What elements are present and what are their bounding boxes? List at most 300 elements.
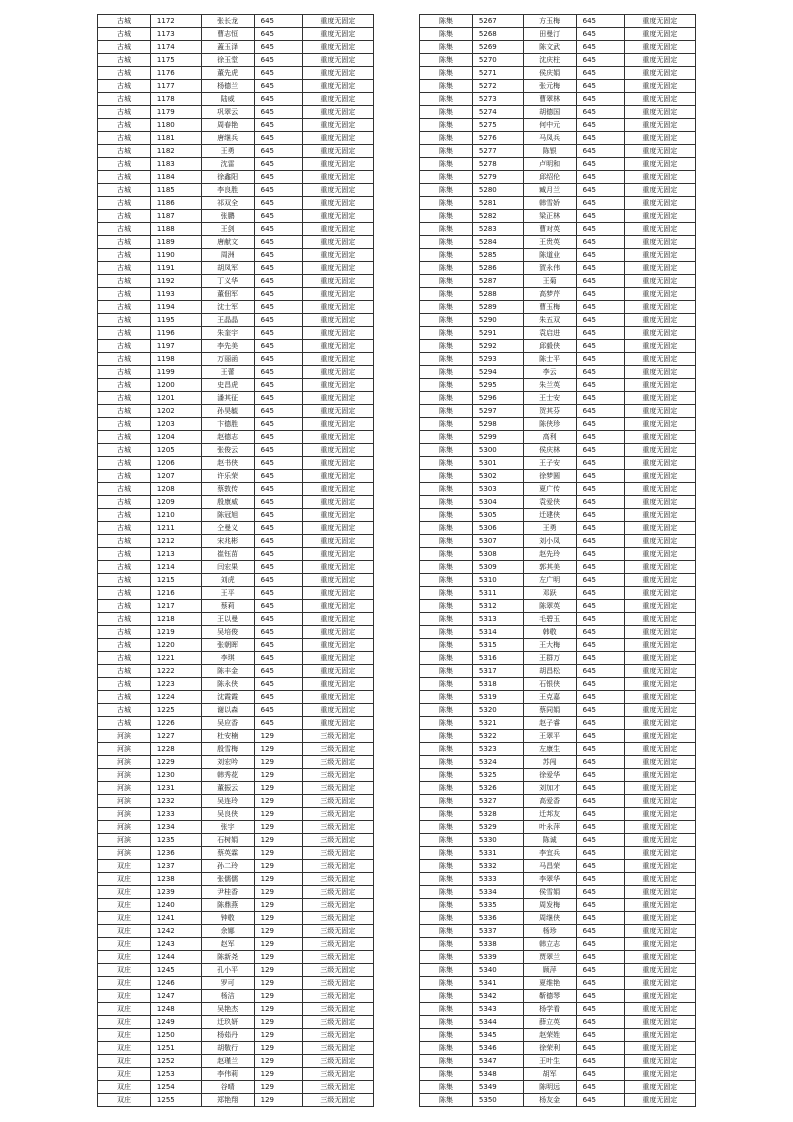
table-row <box>98 756 374 769</box>
town-cell: 双庄 <box>98 899 151 912</box>
category-cell: 重度无固定 <box>624 886 695 899</box>
amount-cell: 645 <box>576 41 624 54</box>
town-cell: 古城 <box>98 28 151 41</box>
name-cell: 殷康威 <box>201 496 254 509</box>
town-cell: 陈集 <box>420 652 473 665</box>
amount-cell: 645 <box>576 704 624 717</box>
table-row <box>420 1094 696 1107</box>
town-cell: 陈集 <box>420 743 473 756</box>
name-cell: 王克嘉 <box>523 691 576 704</box>
table-row <box>98 80 374 93</box>
id-cell: 1199 <box>150 366 201 379</box>
id-cell: 5311 <box>472 587 523 600</box>
category-cell: 重度无固定 <box>302 353 373 366</box>
town-cell: 陈集 <box>420 93 473 106</box>
category-cell: 重度无固定 <box>624 496 695 509</box>
table-row <box>98 184 374 197</box>
amount-cell: 645 <box>576 795 624 808</box>
amount-cell: 645 <box>576 574 624 587</box>
amount-cell: 645 <box>254 340 302 353</box>
table-row <box>420 600 696 613</box>
amount-cell: 129 <box>254 1016 302 1029</box>
name-cell: 李翠华 <box>523 873 576 886</box>
amount-cell: 645 <box>576 483 624 496</box>
amount-cell: 129 <box>254 847 302 860</box>
id-cell: 5306 <box>472 522 523 535</box>
town-cell: 陈集 <box>420 1068 473 1081</box>
id-cell: 5303 <box>472 483 523 496</box>
town-cell: 陈集 <box>420 626 473 639</box>
town-cell: 陈集 <box>420 249 473 262</box>
amount-cell: 129 <box>254 1042 302 1055</box>
id-cell: 1207 <box>150 470 201 483</box>
amount-cell: 645 <box>254 392 302 405</box>
id-cell: 5329 <box>472 821 523 834</box>
amount-cell: 645 <box>576 379 624 392</box>
name-cell: 陈丰金 <box>201 665 254 678</box>
name-cell: 韩敬 <box>523 626 576 639</box>
amount-cell: 645 <box>576 756 624 769</box>
town-cell: 古城 <box>98 327 151 340</box>
table-row <box>420 327 696 340</box>
amount-cell: 645 <box>254 405 302 418</box>
town-cell: 陈集 <box>420 80 473 93</box>
id-cell: 5309 <box>472 561 523 574</box>
id-cell: 1239 <box>150 886 201 899</box>
id-cell: 5307 <box>472 535 523 548</box>
town-cell: 河滨 <box>98 756 151 769</box>
category-cell: 三级无固定 <box>302 1068 373 1081</box>
amount-cell: 645 <box>576 1068 624 1081</box>
table-row <box>98 314 374 327</box>
amount-cell: 129 <box>254 1068 302 1081</box>
name-cell: 蔡莉 <box>201 600 254 613</box>
amount-cell: 129 <box>254 834 302 847</box>
name-cell: 卞德胜 <box>201 418 254 431</box>
table-row <box>420 210 696 223</box>
town-cell: 古城 <box>98 613 151 626</box>
town-cell: 古城 <box>98 379 151 392</box>
category-cell: 三级无固定 <box>302 1003 373 1016</box>
name-cell: 邓跃 <box>523 587 576 600</box>
id-cell: 1217 <box>150 600 201 613</box>
category-cell: 三级无固定 <box>302 1081 373 1094</box>
id-cell: 5296 <box>472 392 523 405</box>
id-cell: 5323 <box>472 743 523 756</box>
amount-cell: 645 <box>576 964 624 977</box>
town-cell: 双庄 <box>98 1016 151 1029</box>
id-cell: 1249 <box>150 1016 201 1029</box>
table-row <box>420 951 696 964</box>
name-cell: 陈道业 <box>523 249 576 262</box>
name-cell: 赵荣姓 <box>523 1029 576 1042</box>
town-cell: 古城 <box>98 652 151 665</box>
category-cell: 重度无固定 <box>302 379 373 392</box>
table-row <box>98 938 374 951</box>
amount-cell: 645 <box>254 158 302 171</box>
name-cell: 陈冠旭 <box>201 509 254 522</box>
name-cell: 高梦芹 <box>523 288 576 301</box>
amount-cell: 645 <box>254 210 302 223</box>
id-cell: 1204 <box>150 431 201 444</box>
town-cell: 双庄 <box>98 938 151 951</box>
table-row <box>98 106 374 119</box>
amount-cell: 645 <box>576 457 624 470</box>
table-row <box>98 171 374 184</box>
town-cell: 陈集 <box>420 561 473 574</box>
amount-cell: 645 <box>254 665 302 678</box>
amount-cell: 645 <box>576 860 624 873</box>
table-row <box>420 184 696 197</box>
category-cell: 三级无固定 <box>302 1042 373 1055</box>
category-cell: 重度无固定 <box>624 223 695 236</box>
amount-cell: 645 <box>576 392 624 405</box>
table-row <box>420 912 696 925</box>
table-row <box>420 756 696 769</box>
category-cell: 三级无固定 <box>302 769 373 782</box>
id-cell: 1219 <box>150 626 201 639</box>
table-row <box>98 405 374 418</box>
id-cell: 1244 <box>150 951 201 964</box>
id-cell: 5298 <box>472 418 523 431</box>
category-cell: 重度无固定 <box>302 548 373 561</box>
id-cell: 1240 <box>150 899 201 912</box>
table-row <box>420 1003 696 1016</box>
category-cell: 重度无固定 <box>624 366 695 379</box>
amount-cell: 645 <box>576 28 624 41</box>
table-row <box>420 405 696 418</box>
id-cell: 5310 <box>472 574 523 587</box>
table-row <box>420 574 696 587</box>
table-row <box>98 860 374 873</box>
name-cell: 马凤兵 <box>523 132 576 145</box>
id-cell: 1176 <box>150 67 201 80</box>
name-cell: 韩立志 <box>523 938 576 951</box>
name-cell: 史昌虎 <box>201 379 254 392</box>
town-cell: 陈集 <box>420 756 473 769</box>
category-cell: 重度无固定 <box>624 964 695 977</box>
category-cell: 重度无固定 <box>624 912 695 925</box>
town-cell: 古城 <box>98 41 151 54</box>
town-cell: 陈集 <box>420 145 473 158</box>
name-cell: 仝曼义 <box>201 522 254 535</box>
amount-cell: 645 <box>254 431 302 444</box>
id-cell: 1183 <box>150 158 201 171</box>
category-cell: 重度无固定 <box>624 444 695 457</box>
town-cell: 双庄 <box>98 1029 151 1042</box>
town-cell: 古城 <box>98 600 151 613</box>
name-cell: 王以曼 <box>201 613 254 626</box>
id-cell: 5313 <box>472 613 523 626</box>
id-cell: 5299 <box>472 431 523 444</box>
table-row <box>98 977 374 990</box>
id-cell: 1246 <box>150 977 201 990</box>
town-cell: 古城 <box>98 366 151 379</box>
town-cell: 古城 <box>98 535 151 548</box>
town-cell: 陈集 <box>420 769 473 782</box>
category-cell: 重度无固定 <box>624 93 695 106</box>
category-cell: 重度无固定 <box>624 756 695 769</box>
category-cell: 重度无固定 <box>624 418 695 431</box>
id-cell: 5347 <box>472 1055 523 1068</box>
town-cell: 古城 <box>98 470 151 483</box>
id-cell: 5346 <box>472 1042 523 1055</box>
name-cell: 邱毅侠 <box>523 340 576 353</box>
town-cell: 古城 <box>98 509 151 522</box>
category-cell: 重度无固定 <box>302 470 373 483</box>
amount-cell: 645 <box>254 691 302 704</box>
category-cell: 重度无固定 <box>624 626 695 639</box>
table-row <box>98 730 374 743</box>
category-cell: 三级无固定 <box>302 964 373 977</box>
town-cell: 古城 <box>98 665 151 678</box>
table-row <box>420 119 696 132</box>
table-row <box>98 522 374 535</box>
category-cell: 重度无固定 <box>302 80 373 93</box>
id-cell: 5269 <box>472 41 523 54</box>
id-cell: 5330 <box>472 834 523 847</box>
id-cell: 5302 <box>472 470 523 483</box>
name-cell: 董先虎 <box>201 67 254 80</box>
table-row <box>420 899 696 912</box>
table-row <box>98 626 374 639</box>
town-cell: 陈集 <box>420 665 473 678</box>
town-cell: 河滨 <box>98 847 151 860</box>
amount-cell: 645 <box>254 15 302 28</box>
category-cell: 重度无固定 <box>624 574 695 587</box>
name-cell: 吴良侠 <box>201 808 254 821</box>
town-cell: 陈集 <box>420 938 473 951</box>
table-row <box>420 548 696 561</box>
name-cell: 周洲 <box>201 249 254 262</box>
town-cell: 陈集 <box>420 184 473 197</box>
name-cell: 罗可 <box>201 977 254 990</box>
category-cell: 重度无固定 <box>624 54 695 67</box>
category-cell: 三级无固定 <box>302 925 373 938</box>
category-cell: 重度无固定 <box>624 743 695 756</box>
town-cell: 河滨 <box>98 769 151 782</box>
category-cell: 重度无固定 <box>302 67 373 80</box>
name-cell: 胡敬行 <box>201 1042 254 1055</box>
category-cell: 重度无固定 <box>624 15 695 28</box>
id-cell: 5267 <box>472 15 523 28</box>
amount-cell: 645 <box>254 652 302 665</box>
name-cell: 赵瑾兰 <box>201 1055 254 1068</box>
category-cell: 重度无固定 <box>302 561 373 574</box>
name-cell: 杨德兰 <box>201 80 254 93</box>
id-cell: 5341 <box>472 977 523 990</box>
town-cell: 古城 <box>98 626 151 639</box>
table-row <box>98 197 374 210</box>
town-cell: 陈集 <box>420 587 473 600</box>
category-cell: 重度无固定 <box>624 106 695 119</box>
amount-cell: 129 <box>254 899 302 912</box>
table-row <box>98 1029 374 1042</box>
table-row <box>98 743 374 756</box>
category-cell: 重度无固定 <box>624 938 695 951</box>
name-cell: 迁邦友 <box>523 808 576 821</box>
id-cell: 1216 <box>150 587 201 600</box>
table-row <box>98 67 374 80</box>
name-cell: 陆威 <box>201 93 254 106</box>
table-row <box>98 418 374 431</box>
amount-cell: 645 <box>254 223 302 236</box>
name-cell: 陈新尧 <box>201 951 254 964</box>
id-cell: 5322 <box>472 730 523 743</box>
id-cell: 1209 <box>150 496 201 509</box>
id-cell: 5312 <box>472 600 523 613</box>
town-cell: 古城 <box>98 80 151 93</box>
name-cell: 张长龙 <box>201 15 254 28</box>
amount-cell: 129 <box>254 925 302 938</box>
name-cell: 陈士平 <box>523 353 576 366</box>
name-cell: 顾萍 <box>523 964 576 977</box>
category-cell: 重度无固定 <box>624 990 695 1003</box>
category-cell: 重度无固定 <box>302 145 373 158</box>
town-cell: 双庄 <box>98 912 151 925</box>
id-cell: 1236 <box>150 847 201 860</box>
table-row <box>420 444 696 457</box>
table-row <box>98 548 374 561</box>
town-cell: 古城 <box>98 704 151 717</box>
name-cell: 石树娟 <box>201 834 254 847</box>
town-cell: 古城 <box>98 405 151 418</box>
name-cell: 赵先玲 <box>523 548 576 561</box>
table-row <box>98 223 374 236</box>
table-row <box>98 509 374 522</box>
table-row <box>420 93 696 106</box>
table-row <box>98 158 374 171</box>
id-cell: 5286 <box>472 262 523 275</box>
category-cell: 三级无固定 <box>302 860 373 873</box>
amount-cell: 645 <box>576 340 624 353</box>
category-cell: 重度无固定 <box>624 509 695 522</box>
id-cell: 5324 <box>472 756 523 769</box>
amount-cell: 645 <box>576 691 624 704</box>
table-row <box>98 639 374 652</box>
name-cell: 张宇 <box>201 821 254 834</box>
town-cell: 双庄 <box>98 1055 151 1068</box>
name-cell: 靳德琴 <box>523 990 576 1003</box>
category-cell: 重度无固定 <box>302 106 373 119</box>
amount-cell: 645 <box>576 327 624 340</box>
amount-cell: 645 <box>254 587 302 600</box>
town-cell: 双庄 <box>98 1042 151 1055</box>
table-row <box>420 964 696 977</box>
amount-cell: 645 <box>576 184 624 197</box>
amount-cell: 645 <box>576 886 624 899</box>
id-cell: 5270 <box>472 54 523 67</box>
town-cell: 陈集 <box>420 197 473 210</box>
amount-cell: 645 <box>254 509 302 522</box>
table-row <box>420 418 696 431</box>
name-cell: 李宜兵 <box>523 847 576 860</box>
amount-cell: 645 <box>254 275 302 288</box>
town-cell: 陈集 <box>420 431 473 444</box>
table-row <box>420 782 696 795</box>
amount-cell: 645 <box>576 106 624 119</box>
name-cell: 卢明和 <box>523 158 576 171</box>
id-cell: 1175 <box>150 54 201 67</box>
name-cell: 毛碧玉 <box>523 613 576 626</box>
amount-cell: 645 <box>576 808 624 821</box>
amount-cell: 129 <box>254 730 302 743</box>
amount-cell: 129 <box>254 808 302 821</box>
table-row <box>420 938 696 951</box>
amount-cell: 129 <box>254 1094 302 1107</box>
category-cell: 重度无固定 <box>624 1081 695 1094</box>
table-row <box>420 249 696 262</box>
town-cell: 古城 <box>98 54 151 67</box>
amount-cell: 645 <box>576 444 624 457</box>
category-cell: 重度无固定 <box>624 483 695 496</box>
amount-cell: 645 <box>576 1016 624 1029</box>
amount-cell: 645 <box>576 405 624 418</box>
town-cell: 古城 <box>98 275 151 288</box>
name-cell: 唐献文 <box>201 236 254 249</box>
town-cell: 古城 <box>98 249 151 262</box>
town-cell: 双庄 <box>98 1068 151 1081</box>
town-cell: 陈集 <box>420 730 473 743</box>
category-cell: 重度无固定 <box>624 795 695 808</box>
id-cell: 1226 <box>150 717 201 730</box>
town-cell: 陈集 <box>420 379 473 392</box>
name-cell: 曹玉梅 <box>523 301 576 314</box>
category-cell: 重度无固定 <box>624 171 695 184</box>
category-cell: 重度无固定 <box>624 1042 695 1055</box>
table-row <box>420 847 696 860</box>
town-cell: 陈集 <box>420 314 473 327</box>
id-cell: 5289 <box>472 301 523 314</box>
town-cell: 古城 <box>98 548 151 561</box>
category-cell: 重度无固定 <box>302 405 373 418</box>
category-cell: 重度无固定 <box>302 15 373 28</box>
name-cell: 董振云 <box>201 782 254 795</box>
name-cell: 高利 <box>523 431 576 444</box>
table-row <box>420 834 696 847</box>
id-cell: 1254 <box>150 1081 201 1094</box>
town-cell: 古城 <box>98 145 151 158</box>
name-cell: 邱绍伦 <box>523 171 576 184</box>
category-cell: 三级无固定 <box>302 821 373 834</box>
name-cell: 王晶晶 <box>201 314 254 327</box>
amount-cell: 645 <box>254 600 302 613</box>
amount-cell: 645 <box>576 262 624 275</box>
town-cell: 双庄 <box>98 873 151 886</box>
town-cell: 陈集 <box>420 223 473 236</box>
category-cell: 三级无固定 <box>302 1029 373 1042</box>
amount-cell: 645 <box>576 1029 624 1042</box>
name-cell: 朱奎宇 <box>201 327 254 340</box>
amount-cell: 645 <box>254 561 302 574</box>
id-cell: 1234 <box>150 821 201 834</box>
category-cell: 重度无固定 <box>302 509 373 522</box>
id-cell: 5276 <box>472 132 523 145</box>
table-row <box>98 1042 374 1055</box>
category-cell: 重度无固定 <box>624 145 695 158</box>
town-cell: 陈集 <box>420 1094 473 1107</box>
id-cell: 5288 <box>472 288 523 301</box>
amount-cell: 129 <box>254 886 302 899</box>
town-cell: 陈集 <box>420 171 473 184</box>
table-row <box>420 639 696 652</box>
amount-cell: 645 <box>576 730 624 743</box>
amount-cell: 645 <box>576 93 624 106</box>
name-cell: 薛立英 <box>523 1016 576 1029</box>
category-cell: 重度无固定 <box>624 405 695 418</box>
amount-cell: 645 <box>576 925 624 938</box>
id-cell: 5287 <box>472 275 523 288</box>
